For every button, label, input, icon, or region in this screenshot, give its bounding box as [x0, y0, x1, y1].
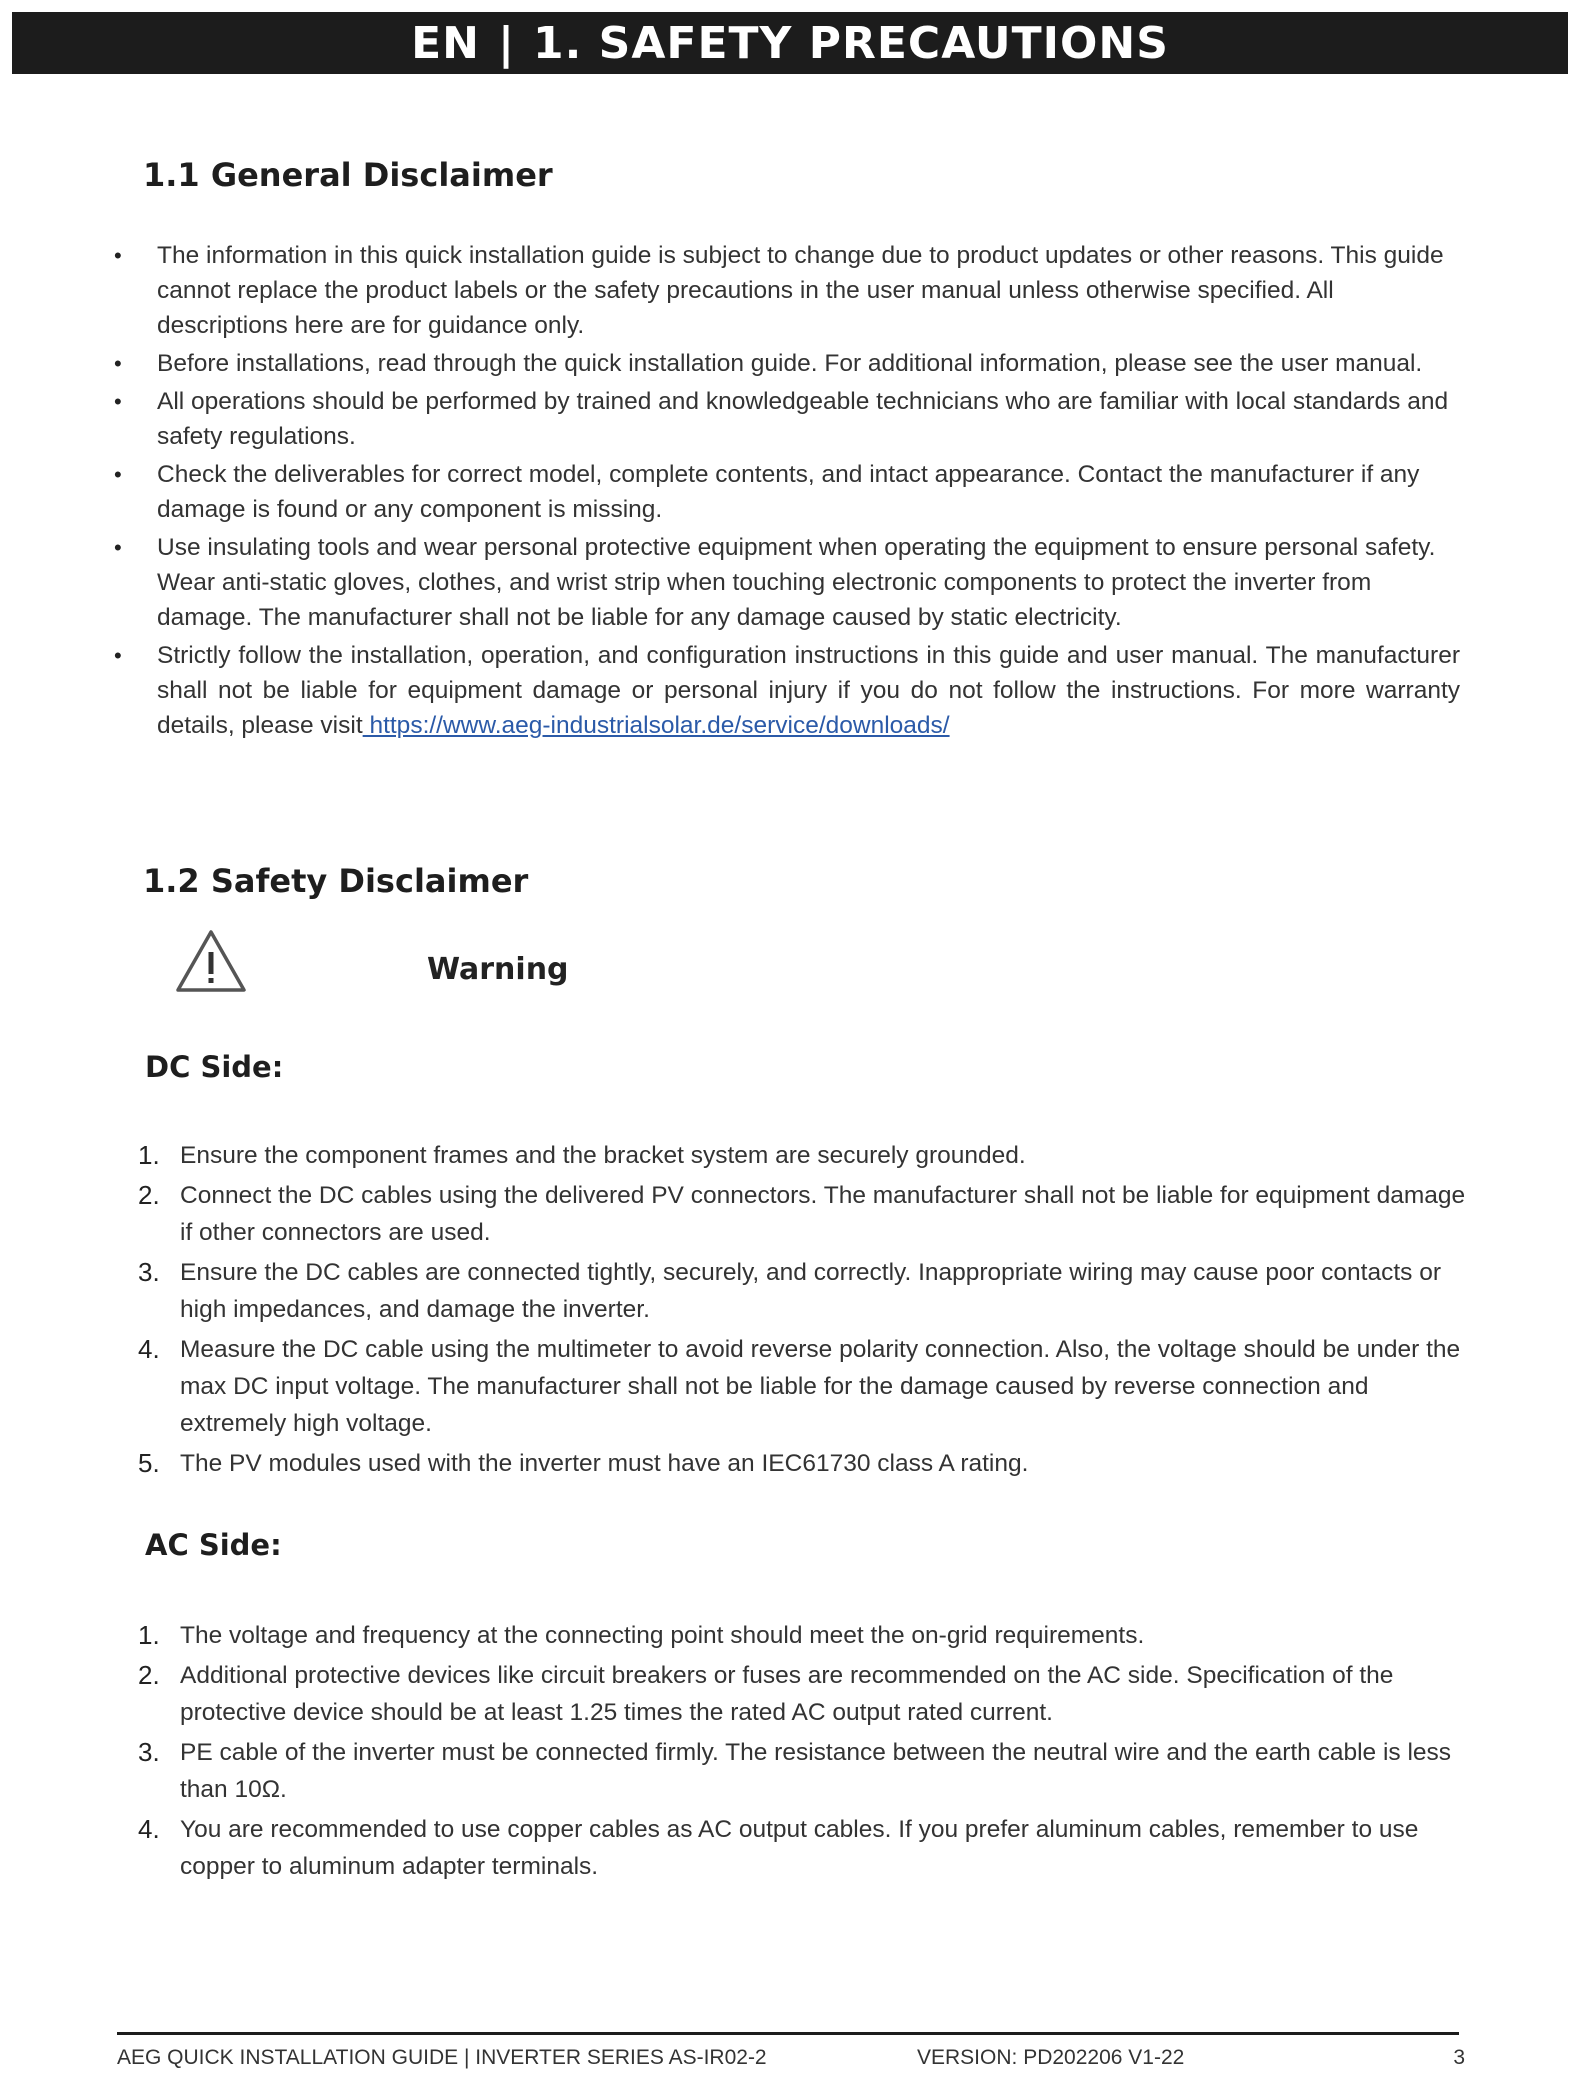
list-item: • The information in this quick installation guide is subject to change due to product updates or other reasons. This guide cannot replace the product labels or the safety precautions in the user manual unless otherwise specified. All descriptions here are for guidance only.	[110, 238, 1460, 343]
dc-side-list	[138, 1137, 1468, 1485]
warning-triangle-icon	[175, 928, 247, 994]
list-item-warranty	[110, 638, 1460, 743]
footer-version: VERSION: PD202206 V1-22	[917, 2046, 1185, 2069]
list-item: 4. You are recommended to use copper cables as AC output cables. If you prefer aluminum cables, remember to use copper to aluminum adapter terminals.	[138, 1814, 1419, 1880]
ac-side-title: AC Side:	[145, 1528, 282, 1562]
list-item: • Before installations, read through the quick installation guide. For additional information, please see the user manual.	[110, 346, 1460, 381]
list-item: 5. The PV modules used with the inverter must have an IEC61730 class A rating.	[138, 1448, 1029, 1478]
safety-disclaimer-title: 1.2 Safety Disclaimer	[143, 862, 529, 900]
dc-side-title: DC Side:	[145, 1050, 284, 1084]
page-header-bar	[12, 12, 1568, 74]
general-disclaimer-list	[110, 238, 1460, 746]
list-item: 2. Additional protective devices like circuit breakers or fuses are recommended on the AC side. Specification of the protective device should be at least 1.25 times the rated AC output rated current.	[138, 1660, 1394, 1726]
general-disclaimer-title: 1.1 General Disclaimer	[143, 156, 553, 194]
footer-rule	[117, 2032, 1459, 2035]
page-number: 3	[1453, 2046, 1465, 2069]
ac-side-list	[138, 1617, 1468, 1888]
footer-guide-title: AEG QUICK INSTALLATION GUIDE | INVERTER SERIES AS-IR02-2	[117, 2046, 767, 2069]
page-footer	[117, 2038, 1465, 2068]
list-item: • Check the deliverables for correct model, complete contents, and intact appearance. Contact the manufacturer if any damage is found or any component is missing.	[110, 457, 1460, 527]
list-item: 4. Measure the DC cable using the multimeter to avoid reverse polarity connection. Also, the voltage should be under the max DC input voltage. The manufacturer shall not be liable for the damage caused by reverse connection and extremely high voltage.	[138, 1334, 1461, 1437]
header-lang: EN	[411, 17, 480, 69]
warning-row	[175, 926, 675, 998]
list-item: 3. Ensure the DC cables are connected tightly, securely, and correctly. Inappropriate wiring may cause poor contacts or high impedances, and damage the inverter.	[138, 1257, 1442, 1323]
list-item: 1. Ensure the component frames and the bracket system are securely grounded.	[138, 1140, 1026, 1170]
list-item: • Use insulating tools and wear personal protective equipment when operating the equipment to ensure personal safety. Wear anti-static gloves, clothes, and wrist strip when touching electronic components to protect the inverter from damage. The manufacturer shall not be liable for any damage caused by static electricity.	[110, 530, 1460, 635]
warranty-link[interactable]: https://www.aeg-industrialsolar.de/service/downloads/	[362, 712, 950, 739]
warning-label: Warning	[427, 952, 569, 987]
list-item: 1. The voltage and frequency at the connecting point should meet the on-grid requirements.	[138, 1620, 1145, 1650]
header-title: 1. SAFETY PRECAUTIONS	[533, 17, 1169, 69]
header-separator: |	[497, 17, 516, 69]
list-item: • All operations should be performed by trained and knowledgeable technicians who are familiar with local standards and safety regulations.	[110, 384, 1460, 454]
list-item: 2. Connect the DC cables using the delivered PV connectors. The manufacturer shall not be liable for equipment damage if other connectors are used.	[138, 1180, 1466, 1246]
warranty-text: Strictly follow the installation, operation, and configuration instructions in this guide and user manual. The manufacturer shall not be liable for equipment damage or personal injury if you do not follow the instructions. For more warranty details, please visit	[157, 642, 1460, 739]
list-item: 3. PE cable of the inverter must be connected firmly. The resistance between the neutral wire and the earth cable is less than 10Ω.	[138, 1737, 1452, 1803]
